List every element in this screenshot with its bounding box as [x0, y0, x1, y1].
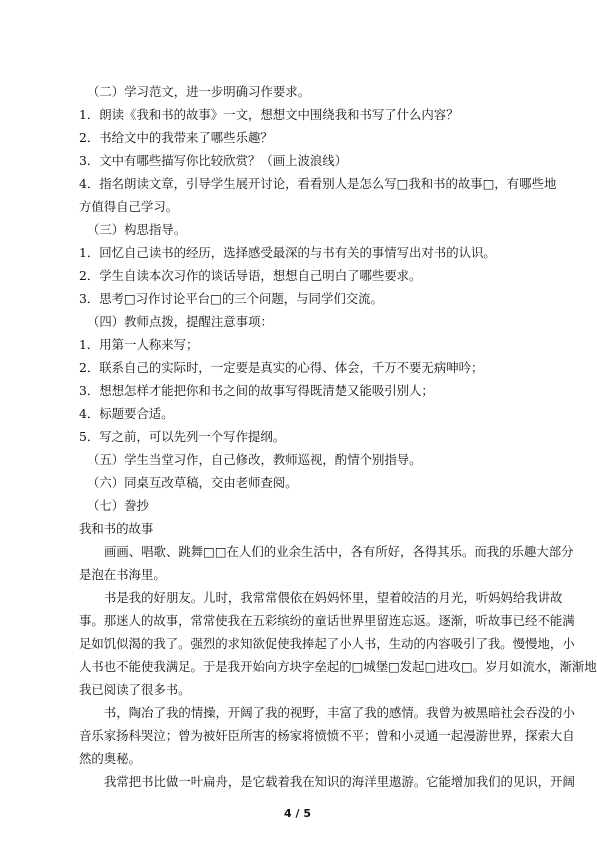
lesson-steps	[79, 80, 557, 540]
text-line: 3．想想怎样才能把你和书之间的故事写得既清楚又能吸引别人；	[79, 383, 434, 398]
text-line: 2．联系自己的实际时，一定要是真实的心得、体会，千万不要无病呻吟；	[79, 360, 484, 375]
text-line: 2．书给文中的我带来了哪些乐趣？	[79, 130, 273, 145]
text-line: 3．文中有哪些描写你比较欣赏？（画上波浪线）	[79, 153, 348, 168]
essay-paragraph	[79, 540, 574, 586]
page-number: 4 / 5	[284, 807, 311, 820]
text-line: （六）同桌互改草稿，交由老师查阅。	[87, 475, 298, 490]
text-line: （四）教师点拨，提醒注意事项：	[87, 314, 273, 329]
essay-paragraph	[79, 770, 575, 793]
essay-line: 音乐家扬科哭泣；曾为被奸臣所害的杨家将愤愤不平；曾和小灵通一起漫游世界，探索大自	[79, 728, 575, 743]
essay-line: 书，陶冶了我的情操，开阔了我的视野，丰富了我的感情。我曾为被黑暗社会吞没的小	[104, 705, 575, 720]
text-line: 4．指名朗读文章，引导学生展开讨论，看看别人是怎么写□我和书的故事□，有哪些地	[79, 176, 557, 191]
essay-line: 画画、唱歌、跳舞□□在人们的业余生活中，各有所好，各得其乐。而我的乐趣大部分	[104, 544, 574, 559]
essay-line: 足如饥似渴的我了。强烈的求知欲促使我捧起了小人书，生动的内容吸引了我。慢慢地，小	[79, 636, 575, 651]
text-line: （七）誊抄	[87, 498, 149, 513]
text-line: 1．用第一人称来写；	[79, 337, 199, 352]
essay-line: 然的奥秘。	[79, 751, 141, 766]
essay-paragraph	[79, 701, 575, 770]
essay-line: 是泡在书海里。	[79, 567, 166, 582]
essay-line: 我常把书比做一叶扁舟，是它载着我在知识的海洋里遨游。它能增加我们的见识，开阔	[104, 774, 575, 789]
text-line: 3．思考□习作讨论平台□的三个问题，与同学们交流。	[79, 291, 383, 306]
essay-line: 人书也不能使我满足。于是我开始向方块字垒起的□城堡□发起□进攻□。岁月如流水，渐渐地	[79, 659, 597, 674]
text-line: （五）学生当堂习作，自己修改，教师巡视，酌情个别指导。	[87, 452, 422, 467]
text-line: （二）学习范文，进一步明确习作要求。	[87, 84, 311, 99]
essay-text	[79, 540, 597, 793]
text-line: 5．写之前，可以先列一个写作提纲。	[79, 429, 286, 444]
text-line: 1．朗读《我和书的故事》一文，想想文中围绕我和书写了什么内容？	[79, 107, 459, 122]
text-line: 2．学生自读本次习作的谈话导语，想想自己明白了哪些要求。	[79, 268, 422, 283]
essay-line: 事。那迷人的故事，常常使我在五彩缤纷的童话世界里留连忘返。逐渐，听故事已经不能满	[79, 613, 575, 628]
text-line: 方值得自己学习。	[79, 199, 179, 214]
text-line: 我和书的故事	[79, 521, 154, 536]
essay-line: 书是我的好朋友。儿时，我常常偎依在妈妈怀里，望着皎洁的月光，听妈妈给我讲故	[104, 590, 563, 605]
document-body	[79, 80, 597, 793]
essay-line: 我已阅读了很多书。	[79, 682, 191, 697]
text-line: （三）构思指导。	[87, 222, 187, 237]
text-line: 4．标题要合适。	[79, 406, 174, 421]
essay-paragraph	[79, 586, 597, 701]
text-line: 1．回忆自己读书的经历，选择感受最深的与书有关的事情写出对书的认识。	[79, 245, 496, 260]
